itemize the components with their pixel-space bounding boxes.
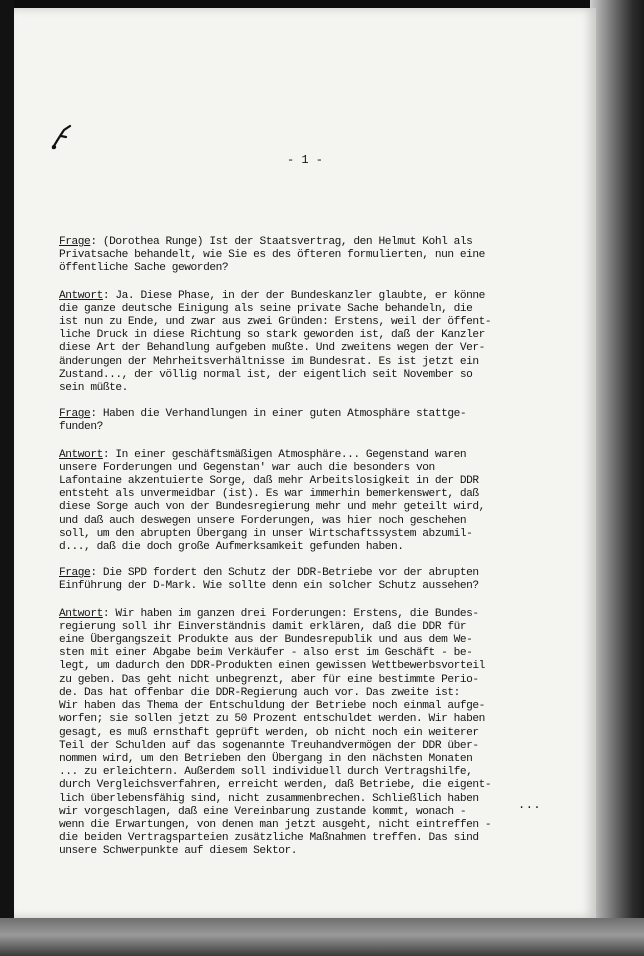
- text-line: öffentliche Sache geworden?: [59, 262, 229, 275]
- continuation-marker: ...: [518, 798, 542, 812]
- question-label: Frage: [59, 567, 91, 580]
- text-line: regierung soll ihr Einverständnis damit erklären, daß die DDR für: [59, 620, 467, 633]
- text-line: unsere Schwerpunkte auf diesem Sektor.: [59, 845, 298, 858]
- answer-label: Antwort: [59, 289, 103, 302]
- answer-label: Antwort: [59, 448, 103, 461]
- text-line: nommen wird, um den Betrieben den Übergang in den nächsten Monaten: [59, 752, 473, 765]
- text-line: : In einer geschäftsmäßigen Atmosphäre... Gegenstand waren: [102, 448, 467, 461]
- document-page: [14, 8, 596, 918]
- text-line: soll, um den abrupten Übergang in unser Wirtschaftssystem abzumil-: [59, 527, 473, 540]
- paragraph-question-2: [59, 408, 559, 434]
- scan-background-bottom: [0, 918, 644, 956]
- text-line: unsere Forderungen und Gegenstan' war auch die besonders von: [59, 461, 435, 474]
- paragraph-answer-3: [59, 608, 559, 859]
- text-line: lich überlebensfähig sind, nicht zusammenbrechen. Schließlich haben: [59, 792, 479, 805]
- question-label: Frage: [59, 236, 91, 248]
- text-line: Lafontaine akzentuierte Sorge, daß mehr Arbeitslosigkeit in der DDR: [59, 475, 479, 488]
- text-line: die beiden Vertragsparteien zusätzliche Maßnahmen treffen. Das sind: [59, 832, 479, 845]
- text-line: zu geben. Das geht nicht unbegrenzt, aber für eine bestimmte Perio-: [59, 673, 479, 686]
- document-body: [59, 236, 559, 872]
- text-line: : Ja. Diese Phase, in der der Bundeskanzler glaubte, er könne: [102, 289, 485, 302]
- text-line: änderungen der Mehrheitsverhältnisse im Bundesrat. Es ist jetzt ein: [59, 355, 479, 368]
- text-line: und daß auch deswegen unsere Forderungen, was hier noch geschehen: [59, 514, 467, 527]
- paragraph-question-3: [59, 567, 559, 593]
- text-line: d..., daß die doch große Aufmerksamkeit gefunden haben.: [59, 541, 404, 554]
- scan-background-right: [590, 0, 644, 956]
- text-line: : Wir haben im ganzen drei Forderungen: Erstens, die Bundes-: [102, 607, 479, 620]
- text-line: : Die SPD fordert den Schutz der DDR-Betriebe vor der abrupten: [90, 567, 479, 580]
- text-line: worfen; sie sollen jetzt zu 50 Prozent entschuldet werden. Wir haben: [59, 713, 485, 726]
- text-line: liche Druck in diese Richtung so stark geworden ist, daß der Kanzler: [59, 329, 485, 342]
- paragraph-answer-2: [59, 449, 559, 555]
- text-line: diese Art der Behandlung aufgeben mußte. Und zweitens wegen der Ver-: [59, 342, 485, 355]
- answer-label: Antwort: [59, 607, 103, 620]
- text-line: eine Übergangszeit Produkte aus der Bundesrepublik und aus dem We-: [59, 634, 473, 647]
- text-line: durch Vergleichsverfahren, erreicht werden, daß Betriebe, die eigent-: [59, 779, 492, 792]
- text-line: sten mit einer Abgabe beim Verkäufer - also erst im Geschäft - be-: [59, 647, 473, 660]
- text-line: Einführung der D-Mark. Wie sollte denn ein solcher Schutz aussehen?: [59, 580, 479, 593]
- paragraph-question-1: [59, 236, 559, 276]
- text-line: Wir haben das Thema der Entschuldung der Betriebe noch einmal aufge-: [59, 700, 485, 713]
- text-line: de. Das hat offenbar die DDR-Regierung auch vor. Das zweite ist:: [59, 686, 460, 699]
- page-number: - 1 -: [286, 153, 323, 167]
- text-line: ist nun zu Ende, und zwar aus zwei Gründen: Erstens, weil der öffent-: [59, 316, 492, 329]
- text-line: legt, um dadurch den DDR-Produkten einen gewissen Wettbewerbsvorteil: [59, 660, 485, 673]
- text-line: : (Dorothea Runge) Ist der Staatsvertrag, den Helmut Kohl als: [90, 236, 473, 248]
- text-line: funden?: [59, 421, 103, 434]
- text-line: Teil der Schulden auf das sogenannte Treuhandvermögen der DDR über-: [59, 739, 479, 752]
- text-line: : Haben die Verhandlungen in einer guten Atmosphäre stattge-: [90, 408, 467, 421]
- text-line: entsteht als unvermeidbar (ist). Es war immerhin bemerkenswert, daß: [59, 488, 479, 501]
- text-line: gesagt, es muß ernsthaft geprüft werden, ob nicht noch ein weiterer: [59, 726, 479, 739]
- pen-mark-icon: [50, 124, 74, 150]
- question-label: Frage: [59, 408, 91, 421]
- text-line: wir vorgeschlagen, daß eine Vereinbarung zustande kommt, wonach -: [59, 805, 467, 818]
- paragraph-answer-1: [59, 290, 559, 396]
- text-line: Privatsache behandelt, wie Sie es des öfteren formulierten, nun eine: [59, 249, 485, 262]
- text-line: Zustand..., der völlig normal ist, der eigentlich seit November so: [59, 368, 473, 381]
- text-line: sein müßte.: [59, 382, 128, 395]
- scan-background-left: [0, 0, 14, 956]
- text-line: ... zu erleichtern. Außerdem soll individuell durch Vertragshilfe,: [59, 766, 473, 779]
- text-line: wenn die Erwartungen, von denen man jetzt ausgeht, nicht eintreffen -: [59, 818, 492, 831]
- text-line: die ganze deutsche Einigung als seine private Sache behandeln, die: [59, 302, 473, 315]
- text-line: diese Sorge auch von der Bundesregierung mehr und mehr geteilt wird,: [59, 501, 485, 514]
